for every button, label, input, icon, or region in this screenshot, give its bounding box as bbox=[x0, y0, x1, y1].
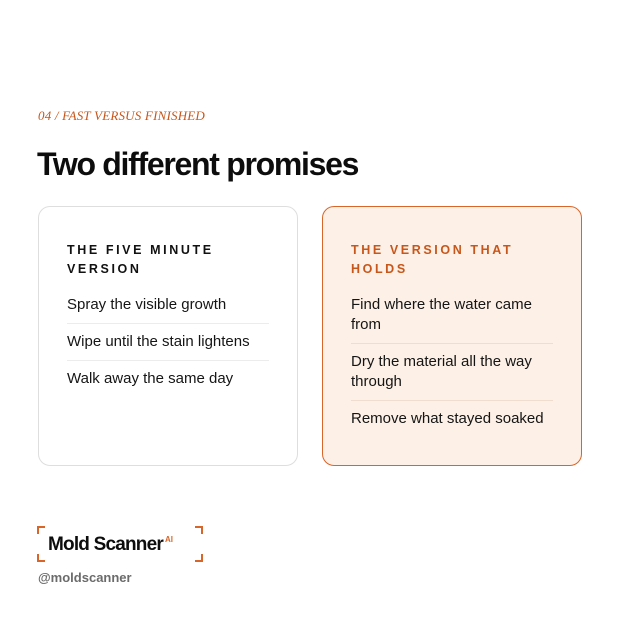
brand-name bbox=[48, 534, 173, 556]
list-item: Spray the visible growth bbox=[67, 295, 269, 324]
card-heading: THE FIVE MINUTE VERSION bbox=[67, 243, 214, 276]
list-item: Remove what stayed soaked bbox=[351, 410, 544, 427]
card-list bbox=[67, 295, 269, 397]
card-version-that-holds bbox=[322, 206, 582, 466]
list-item: Walk away the same day bbox=[67, 370, 234, 387]
card-heading: THE VERSION THAT HOLDS bbox=[351, 243, 514, 276]
page-title: Two different promises bbox=[37, 146, 359, 182]
frame-corner-icon bbox=[37, 554, 45, 562]
list-item: Find where the water came from bbox=[351, 295, 553, 344]
frame-corner-icon bbox=[37, 526, 45, 534]
card-five-minute-version bbox=[38, 206, 298, 466]
brand-name-text: Mold Scanner bbox=[48, 534, 163, 555]
card-list bbox=[351, 295, 553, 437]
brand-ai-superscript: AI bbox=[164, 535, 173, 544]
frame-corner-icon bbox=[195, 526, 203, 534]
list-item: Wipe until the stain lightens bbox=[67, 332, 269, 361]
list-item: Dry the material all the way through bbox=[351, 352, 553, 401]
frame-corner-icon bbox=[195, 554, 203, 562]
section-eyebrow: 04 / FAST VERSUS FINISHED bbox=[38, 108, 206, 123]
social-handle: @moldscanner bbox=[38, 570, 132, 585]
brand-logo bbox=[37, 526, 203, 562]
